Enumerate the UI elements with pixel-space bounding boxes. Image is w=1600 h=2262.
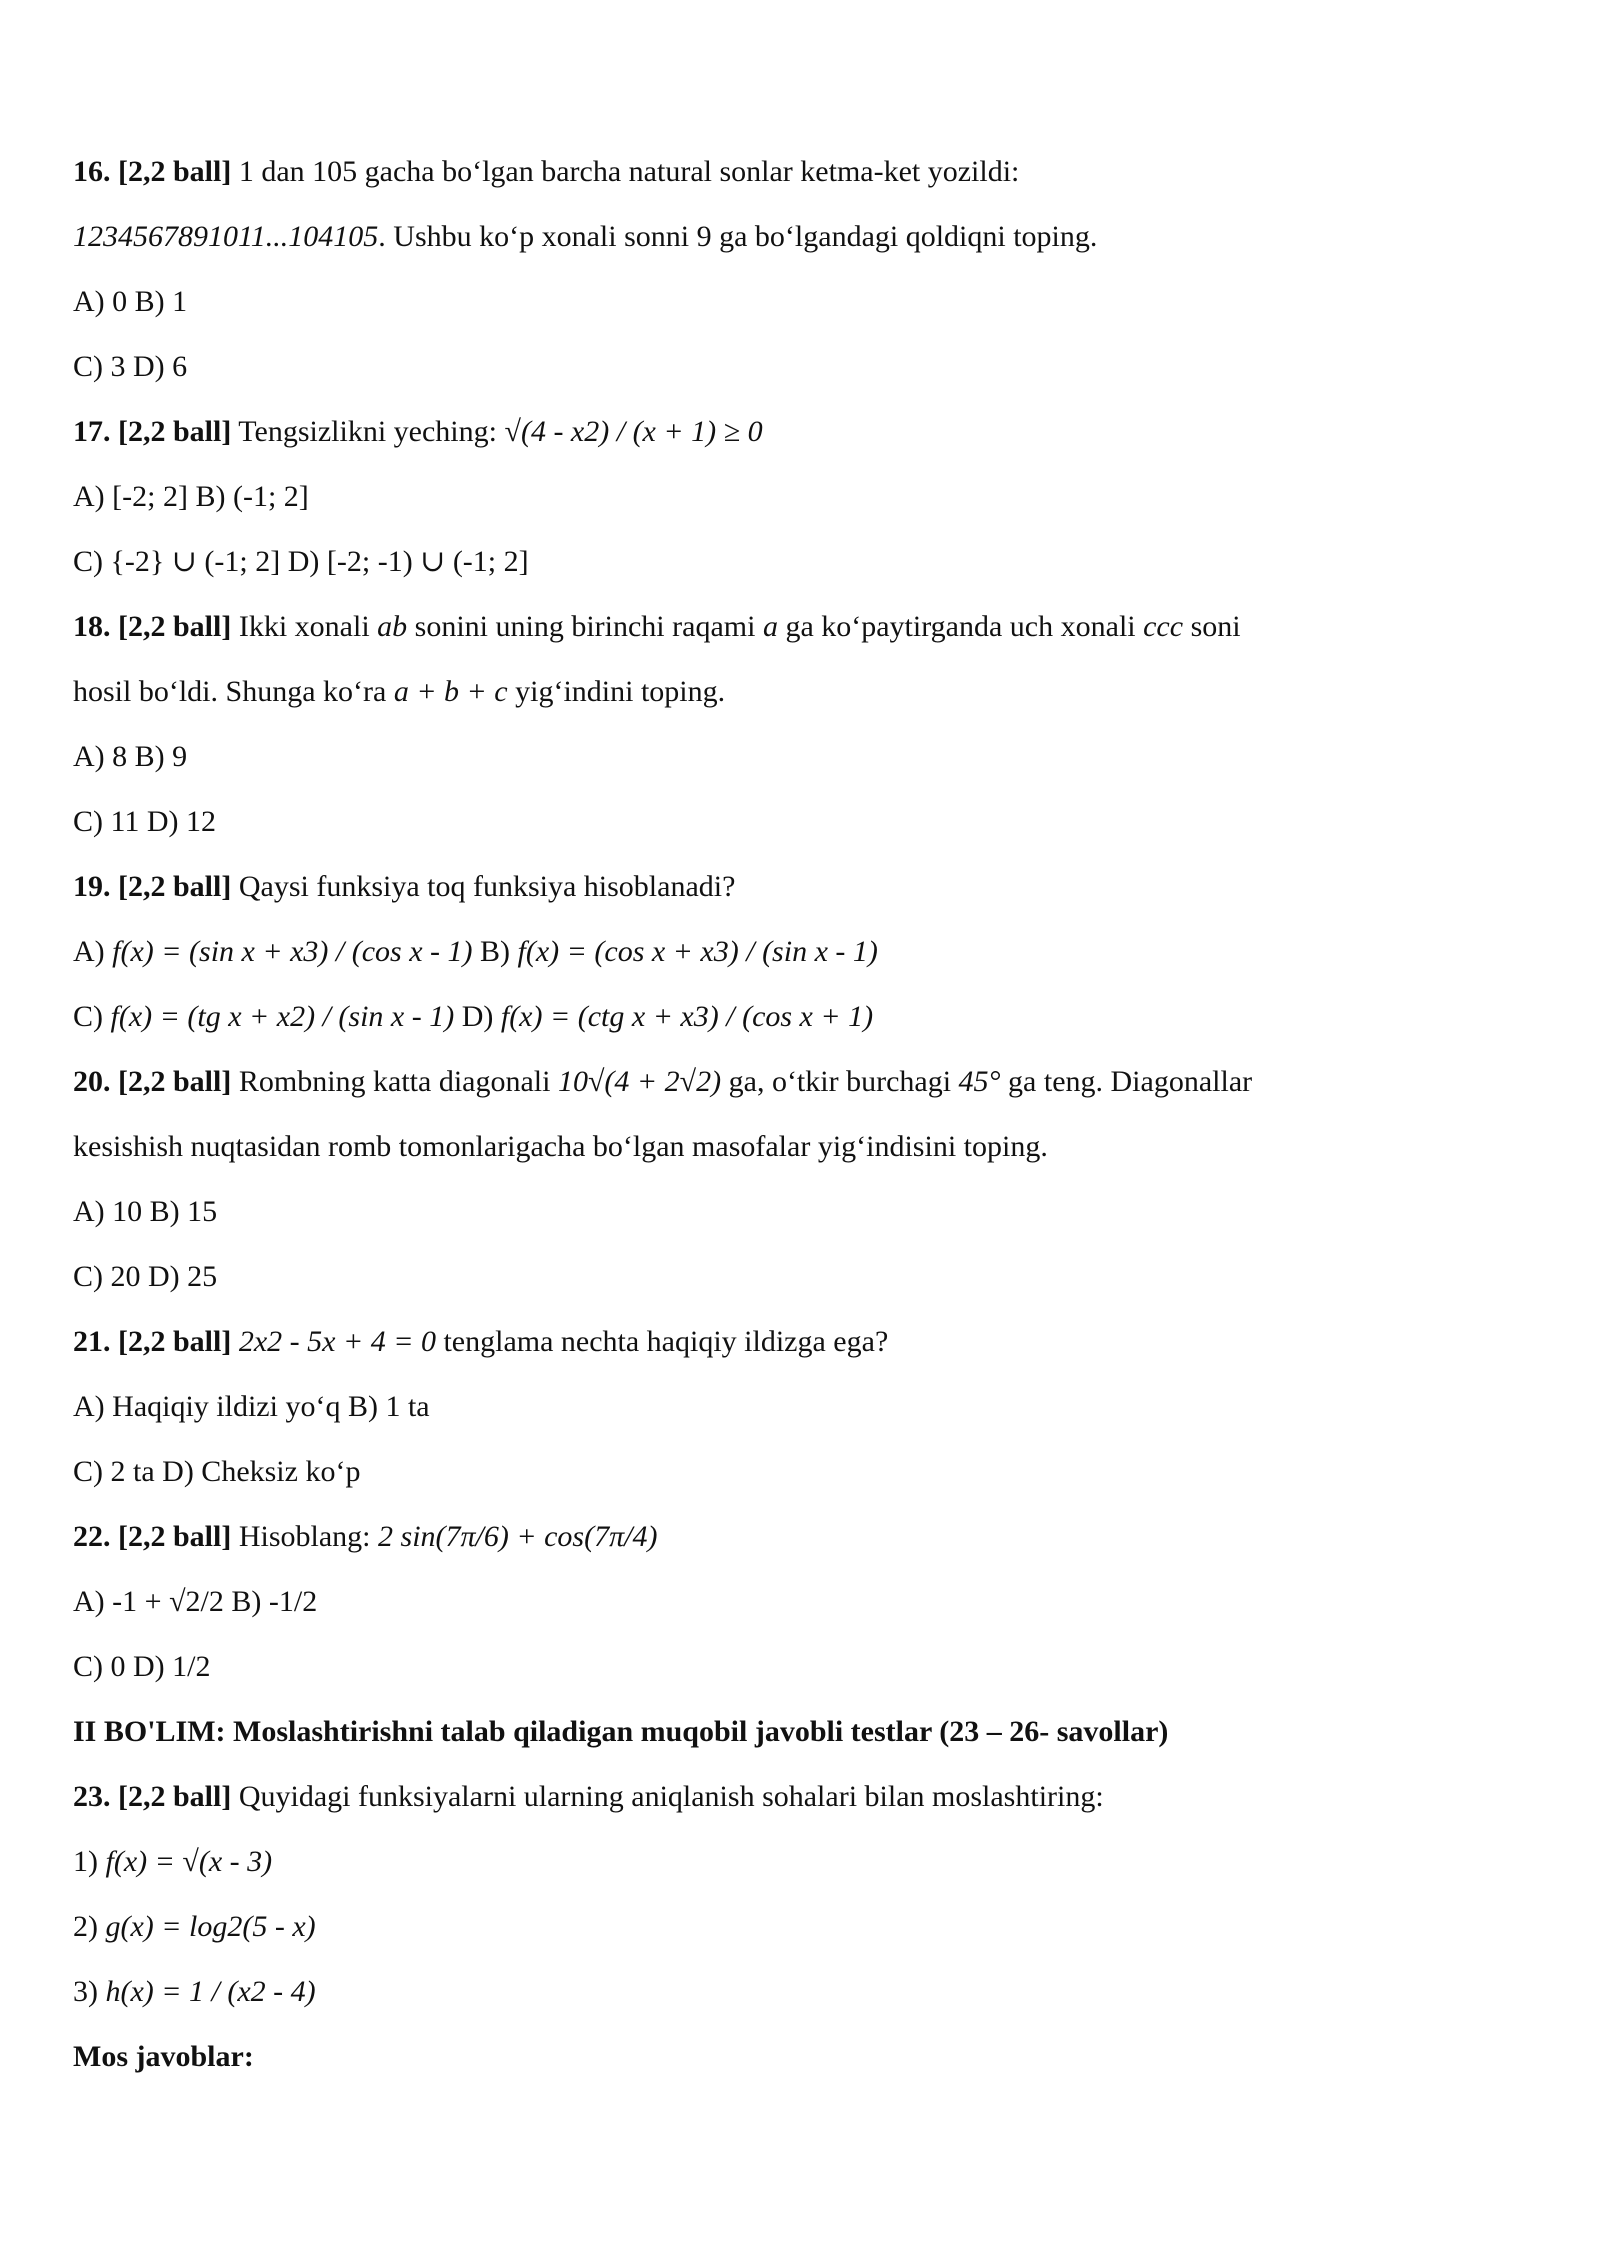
question-17-line-1 [73, 406, 1533, 471]
item-3-label: 3) [73, 1975, 106, 2008]
question-21-equation: 2x2 - 5x + 4 = 0 [238, 1325, 436, 1358]
worksheet-page [73, 146, 1533, 2096]
question-21-text: tenglama nechta haqiqiy ildizga ega? [435, 1325, 889, 1358]
answers-label: Mos javoblar: [73, 2040, 254, 2073]
question-22-text: Hisoblang: [231, 1520, 379, 1553]
question-18-text-part: hosil bo‘ldi. Shunga ko‘ra [73, 675, 394, 708]
question-22-expression: 2 sin(7π/6) + cos(7π/4) [378, 1520, 658, 1553]
question-21-space [231, 1325, 239, 1358]
option-b-formula: f(x) = (cos x + x3) / (sin x - 1) [517, 935, 878, 968]
question-17-options-cd: C) {-2} ∪ (-1; 2] D) [-2; -1) ∪ (-1; 2] [73, 545, 529, 578]
question-22-number: 22. [2,2 ball] [73, 1520, 232, 1553]
question-22-options-cd: C) 0 D) 1/2 [73, 1650, 211, 1683]
question-16-line-1 [73, 146, 1533, 211]
question-16-text: 1 dan 105 gacha bo‘lgan barcha natural sonlar ketma-ket yozildi: [231, 155, 1020, 188]
option-a-label: A) [73, 935, 113, 968]
question-20-line-2: kesishish nuqtasidan romb tomonlarigacha bo‘lgan masofalar yig‘indisini toping. [73, 1130, 1048, 1163]
question-20-text-part: Rombning katta diagonali [231, 1065, 558, 1098]
question-22-options-ab: A) -1 + √2/2 B) -1/2 [73, 1585, 318, 1618]
question-20-options-ab: A) 10 B) 15 [73, 1195, 218, 1228]
question-20-number: 20. [2,2 ball] [73, 1065, 232, 1098]
question-20-options-cd: C) 20 D) 25 [73, 1260, 218, 1293]
question-17-text: Tengsizlikni yeching: [231, 415, 505, 448]
question-19-number: 19. [2,2 ball] [73, 870, 232, 903]
question-23-text: Quyidagi funksiyalarni ularning aniqlanish sohalari bilan moslashtiring: [231, 1780, 1104, 1813]
question-23-item-3 [73, 1966, 1533, 2031]
question-17-inequality: √(4 - x2) / (x + 1) ≥ 0 [504, 415, 763, 448]
question-20-math-angle: 45° [958, 1065, 1001, 1098]
option-d-formula: f(x) = (ctg x + x3) / (cos x + 1) [500, 1000, 874, 1033]
question-18-text-part: ga ko‘paytirganda uch xonali [777, 610, 1144, 643]
question-18-math-sum: a + b + c [393, 675, 508, 708]
question-19-options-ab [73, 926, 1533, 991]
question-19-text: Qaysi funksiya toq funksiya hisoblanadi? [231, 870, 736, 903]
question-21-options-cd: C) 2 ta D) Cheksiz ko‘p [73, 1455, 361, 1488]
question-23-item-1 [73, 1836, 1533, 1901]
question-18-options-ab: A) 8 B) 9 [73, 740, 188, 773]
question-18-text-part: sonini uning birinchi raqami [407, 610, 763, 643]
item-2-label: 2) [73, 1910, 106, 1943]
question-20-text-part: ga, o‘tkir burchagi [721, 1065, 959, 1098]
question-18-number: 18. [2,2 ball] [73, 610, 232, 643]
question-16-options-cd: C) 3 D) 6 [73, 350, 188, 383]
item-3-formula: h(x) = 1 / (x2 - 4) [105, 1975, 316, 2008]
item-1-formula: f(x) = √(x - 3) [105, 1845, 273, 1878]
item-2-formula: g(x) = log2(5 - x) [105, 1910, 316, 1943]
option-d-label: D) [454, 1000, 501, 1033]
question-18-text-part: Ikki xonali [231, 610, 378, 643]
question-20-math-diagonal: 10√(4 + 2√2) [557, 1065, 722, 1098]
question-16-options-ab: A) 0 B) 1 [73, 285, 188, 318]
question-18-math-ab: ab [377, 610, 408, 643]
question-18-line-1 [73, 601, 1533, 666]
question-19-line-1 [73, 861, 1533, 926]
question-23-line-1 [73, 1771, 1533, 1836]
question-18-text-part: soni [1183, 610, 1241, 643]
question-16-number: 16. [2,2 ball] [73, 155, 232, 188]
question-21-options-ab: A) Haqiqiy ildizi yo‘q B) 1 ta [73, 1390, 430, 1423]
question-23-number: 23. [2,2 ball] [73, 1780, 232, 1813]
question-17-options-ab: A) [-2; 2] B) (-1; 2] [73, 480, 309, 513]
question-22-line-1 [73, 1511, 1533, 1576]
question-17-number: 17. [2,2 ball] [73, 415, 232, 448]
option-c-formula: f(x) = (tg x + x2) / (sin x - 1) [110, 1000, 455, 1033]
option-a-formula: f(x) = (sin x + x3) / (cos x - 1) [112, 935, 473, 968]
question-19-options-cd [73, 991, 1533, 1056]
question-23-item-2 [73, 1901, 1533, 1966]
question-16-number-string: 1234567891011...104105 [73, 220, 379, 253]
question-18-line-2 [73, 666, 1533, 731]
item-1-label: 1) [73, 1845, 106, 1878]
question-18-math-a: a [762, 610, 778, 643]
question-18-options-cd: C) 11 D) 12 [73, 805, 217, 838]
question-20-text-part: ga teng. Diagonallar [1000, 1065, 1253, 1098]
question-18-text-part: yig‘indini toping. [507, 675, 726, 708]
question-16-line-2 [73, 211, 1533, 276]
question-20-line-1 [73, 1056, 1533, 1121]
option-c-label: C) [73, 1000, 111, 1033]
option-b-label: B) [472, 935, 518, 968]
question-21-number: 21. [2,2 ball] [73, 1325, 232, 1358]
question-16-text-2: . Ushbu ko‘p xonali sonni 9 ga bo‘lgandagi qoldiqni toping. [378, 220, 1098, 253]
question-21-line-1 [73, 1316, 1533, 1381]
question-18-math-ccc: ccc [1143, 610, 1184, 643]
section-2-heading: II BO'LIM: Moslashtirishni talab qiladigan muqobil javobli testlar (23 – 26- savollar) [73, 1715, 1169, 1748]
